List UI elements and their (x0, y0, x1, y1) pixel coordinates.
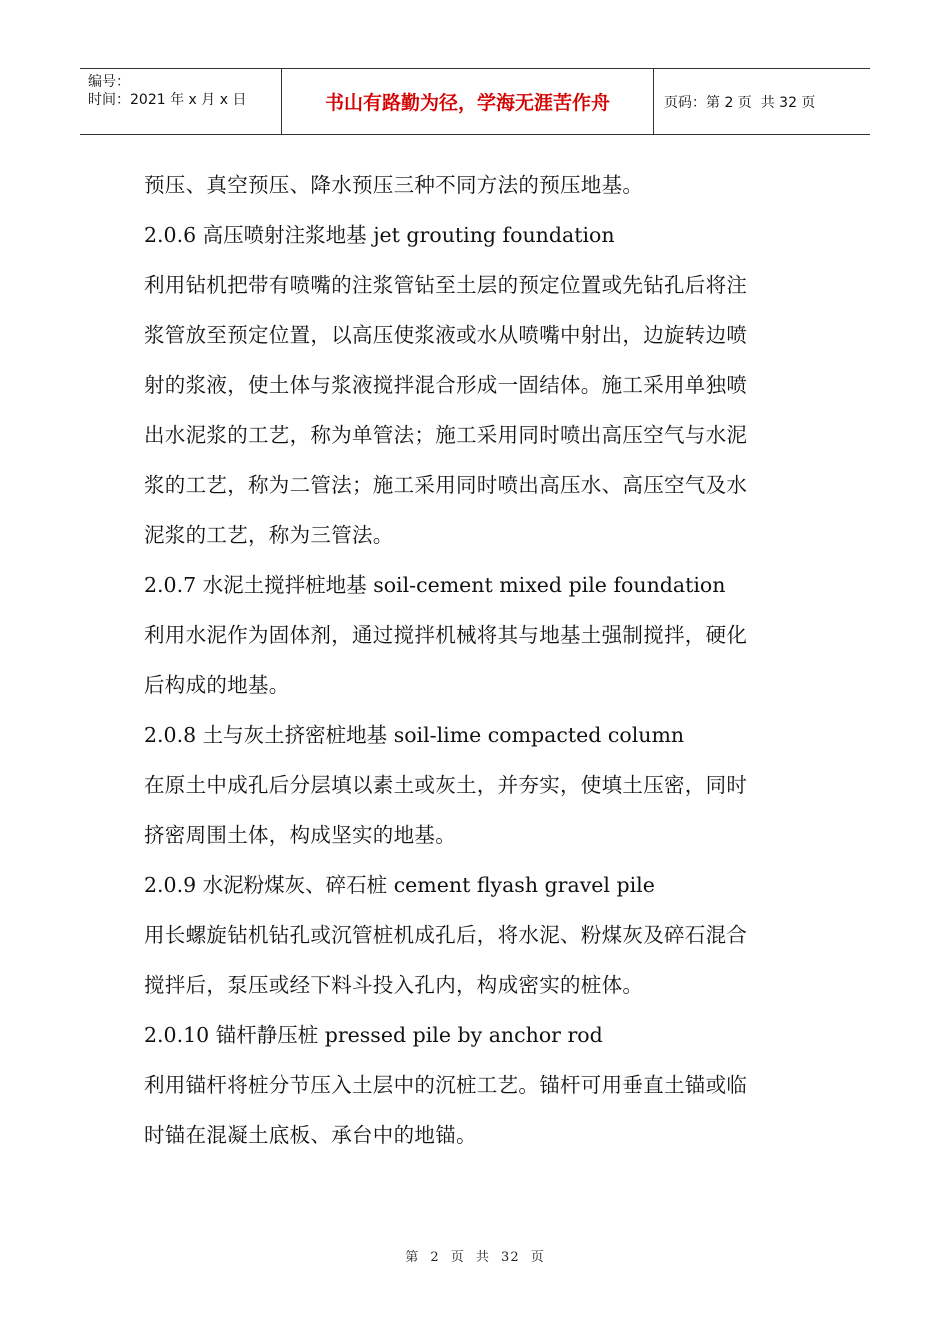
header-motto: 书山有路勤为径，学海无涯苦作舟 (324, 92, 610, 114)
body-line: 搅拌后，泵压或经下料斗投入孔内，构成密实的桩体。 (144, 973, 644, 997)
body-line: 利用水泥作为固体剂，通过搅拌机械将其与地基土强制搅拌，硬化 (144, 623, 748, 647)
body-line: 浆的工艺，称为二管法；施工采用同时喷出高压水、高压空气及水 (144, 473, 748, 497)
term-heading: 2.0.6 高压喷射注浆地基 jet grouting foundation (144, 223, 615, 247)
document-date-label: 时间：2021 年 x 月 x 日 (88, 92, 247, 108)
document-body (144, 160, 809, 1160)
header-page-info: 页码：第 2 页 共 32 页 (664, 94, 816, 111)
term-heading: 2.0.7 水泥土搅拌桩地基 soil-cement mixed pile foundation (144, 573, 726, 597)
header-page-cell (654, 69, 870, 134)
body-line: 挤密周围土体，构成坚实的地基。 (144, 823, 456, 847)
body-line: 出水泥浆的工艺，称为单管法；施工采用同时喷出高压空气与水泥 (144, 423, 748, 447)
body-line: 利用锚杆将桩分节压入土层中的沉桩工艺。锚杆可用垂直土锚或临 (144, 1073, 748, 1097)
document-number-label: 编号： (88, 74, 130, 90)
header-meta-cell (80, 69, 282, 134)
page-footer (0, 1246, 950, 1265)
footer-page-number: 第 2 页 共 32 页 (405, 1250, 545, 1265)
body-line: 后构成的地基。 (144, 673, 290, 697)
body-line: 预压、真空预压、降水预压三种不同方法的预压地基。 (144, 173, 644, 197)
term-heading: 2.0.8 土与灰土挤密桩地基 soil-lime compacted column (144, 723, 685, 747)
body-line: 时锚在混凝土底板、承台中的地锚。 (144, 1123, 477, 1147)
body-line: 浆管放至预定位置，以高压使浆液或水从喷嘴中射出，边旋转边喷 (144, 323, 748, 347)
header-motto-cell (282, 69, 654, 134)
body-line: 泥浆的工艺，称为三管法。 (144, 523, 394, 547)
document-header (80, 68, 870, 135)
body-line: 在原土中成孔后分层填以素土或灰土，并夯实，使填土压密，同时 (144, 773, 748, 797)
body-line: 射的浆液，使土体与浆液搅拌混合形成一固结体。施工采用单独喷 (144, 373, 748, 397)
body-line: 用长螺旋钻机钻孔或沉管桩机成孔后，将水泥、粉煤灰及碎石混合 (144, 923, 748, 947)
term-heading: 2.0.9 水泥粉煤灰、碎石桩 cement flyash gravel pile (144, 873, 655, 897)
term-heading: 2.0.10 锚杆静压桩 pressed pile by anchor rod (144, 1023, 603, 1047)
body-line: 利用钻机把带有喷嘴的注浆管钻至土层的预定位置或先钻孔后将注 (144, 273, 748, 297)
